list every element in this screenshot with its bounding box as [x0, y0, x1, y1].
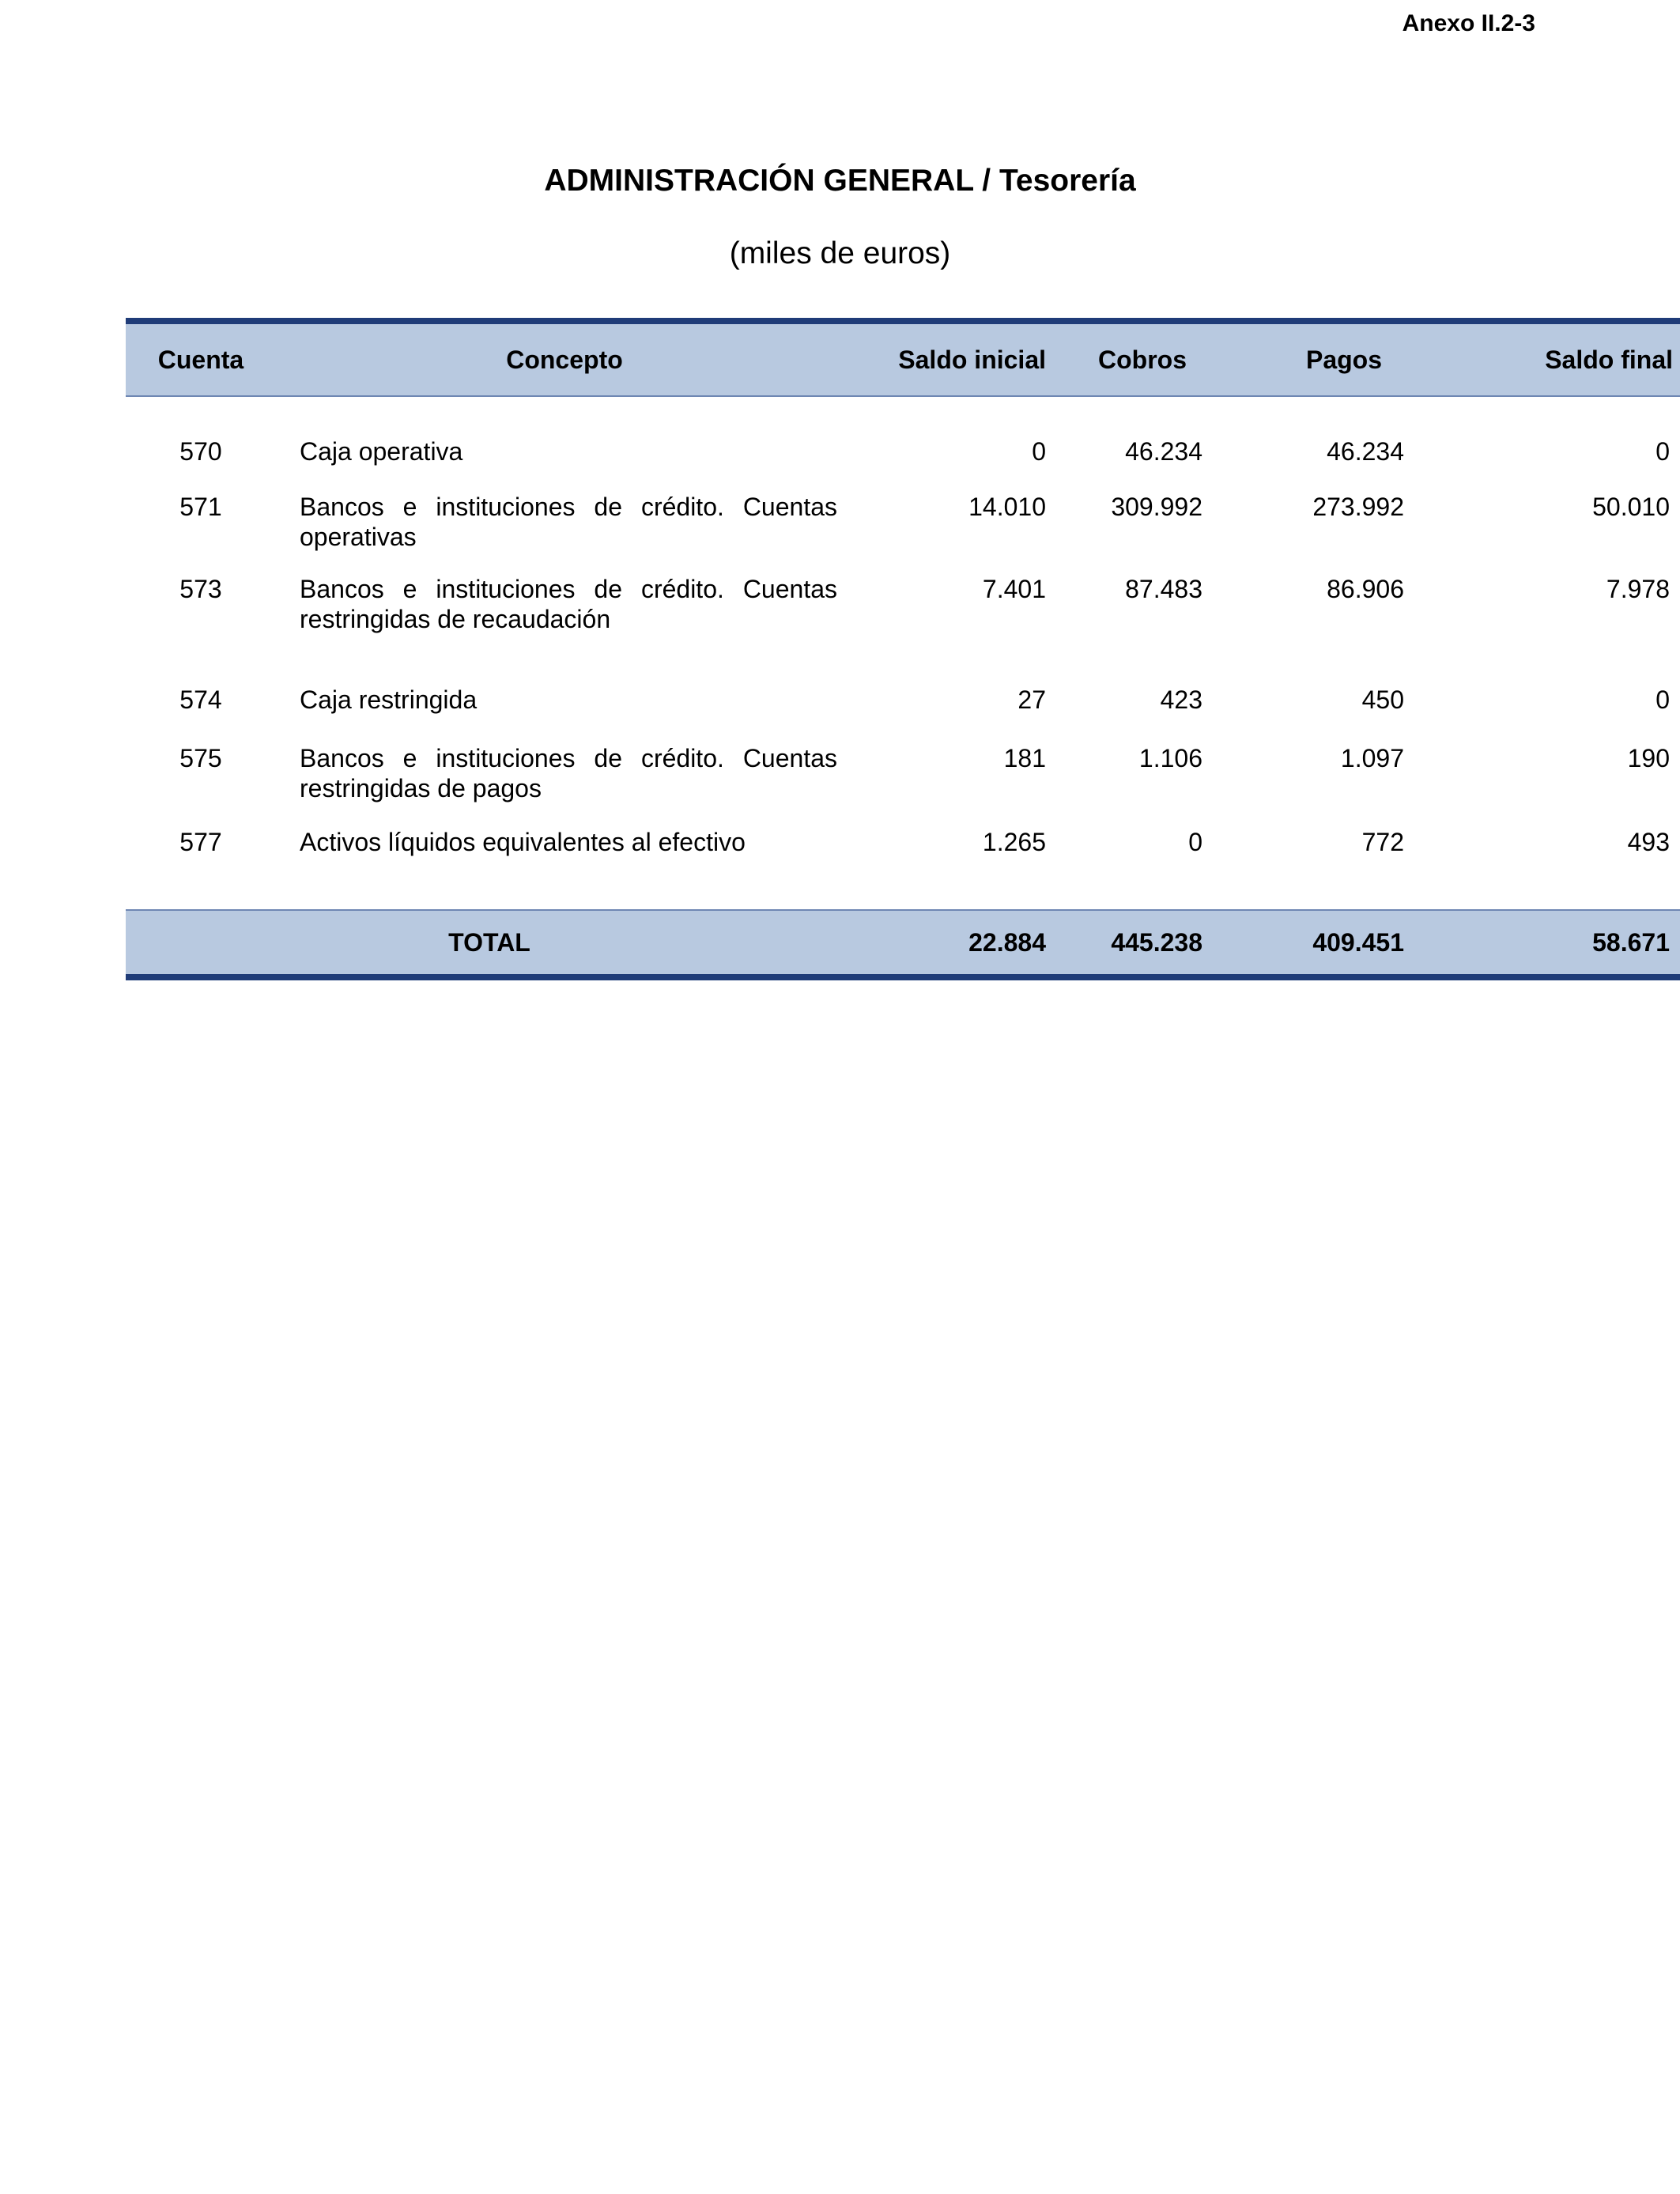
annex-reference: Anexo II.2-3 [1402, 10, 1535, 36]
table-row [126, 827, 1680, 893]
cell-saldo-inicial: 181 [1003, 744, 1046, 772]
cell-saldo-inicial: 14.010 [968, 493, 1046, 521]
cell-saldo-inicial: 1.265 [982, 828, 1046, 856]
cell-pagos: 86.906 [1327, 575, 1404, 603]
cell-concepto: Caja operativa [300, 437, 463, 466]
cell-cobros: 1.106 [1138, 744, 1202, 772]
treasury-table [126, 318, 1680, 980]
header-pagos: Pagos [1240, 321, 1450, 396]
total-saldo-inicial: 22.884 [853, 910, 1067, 977]
cell-pagos: 772 [1361, 828, 1404, 856]
cell-pagos: 273.992 [1312, 493, 1404, 521]
cell-cuenta: 577 [179, 828, 222, 856]
table-row [126, 685, 1680, 743]
total-cobros: 445.238 [1067, 910, 1240, 977]
header-cuenta: Cuenta [126, 321, 276, 396]
table-row [126, 492, 1680, 574]
cell-cuenta: 570 [179, 437, 222, 466]
cell-saldo-final: 0 [1655, 685, 1670, 714]
cell-pagos: 450 [1361, 685, 1404, 714]
treasury-table-container [126, 318, 1673, 980]
table-row [126, 743, 1680, 827]
cell-cobros: 87.483 [1125, 575, 1202, 603]
cell-cobros: 0 [1188, 828, 1202, 856]
total-row [126, 910, 1680, 977]
cell-saldo-final: 493 [1627, 828, 1670, 856]
total-saldo-final: 58.671 [1450, 910, 1680, 977]
page-title: ADMINISTRACIÓN GENERAL / Tesorería [544, 164, 1136, 198]
cell-pagos: 46.234 [1327, 437, 1404, 466]
total-pagos: 409.451 [1240, 910, 1450, 977]
cell-concepto: Caja restringida [300, 685, 478, 714]
cell-cobros: 423 [1160, 685, 1202, 714]
cell-concepto: Bancos e instituciones de crédito. Cuentas restringidas de recaudación [300, 575, 837, 633]
table-row [126, 574, 1680, 685]
cell-saldo-final: 7.978 [1606, 575, 1670, 603]
cell-saldo-inicial: 7.401 [982, 575, 1046, 603]
spacer-row [126, 893, 1680, 910]
header-row [126, 321, 1680, 396]
cell-cobros: 309.992 [1111, 493, 1202, 521]
cell-saldo-inicial: 0 [1032, 437, 1046, 466]
cell-cuenta: 571 [179, 493, 222, 521]
cell-cuenta: 575 [179, 744, 222, 772]
table-header [126, 321, 1680, 396]
cell-concepto: Activos líquidos equivalentes al efectivo [300, 828, 746, 856]
cell-saldo-final: 190 [1627, 744, 1670, 772]
cell-concepto: Bancos e instituciones de crédito. Cuentas operativas [300, 493, 837, 551]
cell-saldo-final: 50.010 [1592, 493, 1670, 521]
cell-cobros: 46.234 [1125, 437, 1202, 466]
table-body [126, 396, 1680, 910]
total-label: TOTAL [126, 910, 853, 977]
cell-saldo-final: 0 [1655, 437, 1670, 466]
table-row [126, 436, 1680, 492]
header-cobros: Cobros [1067, 321, 1240, 396]
cell-pagos: 1.097 [1340, 744, 1404, 772]
header-concepto: Concepto [276, 321, 853, 396]
units-subtitle: (miles de euros) [729, 236, 951, 270]
cell-cuenta: 574 [179, 685, 222, 714]
table-footer [126, 910, 1680, 977]
header-saldo-inicial: Saldo inicial [853, 321, 1067, 396]
cell-cuenta: 573 [179, 575, 222, 603]
spacer-row [126, 396, 1680, 436]
cell-concepto: Bancos e instituciones de crédito. Cuentas restringidas de pagos [300, 744, 837, 802]
cell-saldo-inicial: 27 [1017, 685, 1046, 714]
header-saldo-final: Saldo final [1450, 321, 1680, 396]
